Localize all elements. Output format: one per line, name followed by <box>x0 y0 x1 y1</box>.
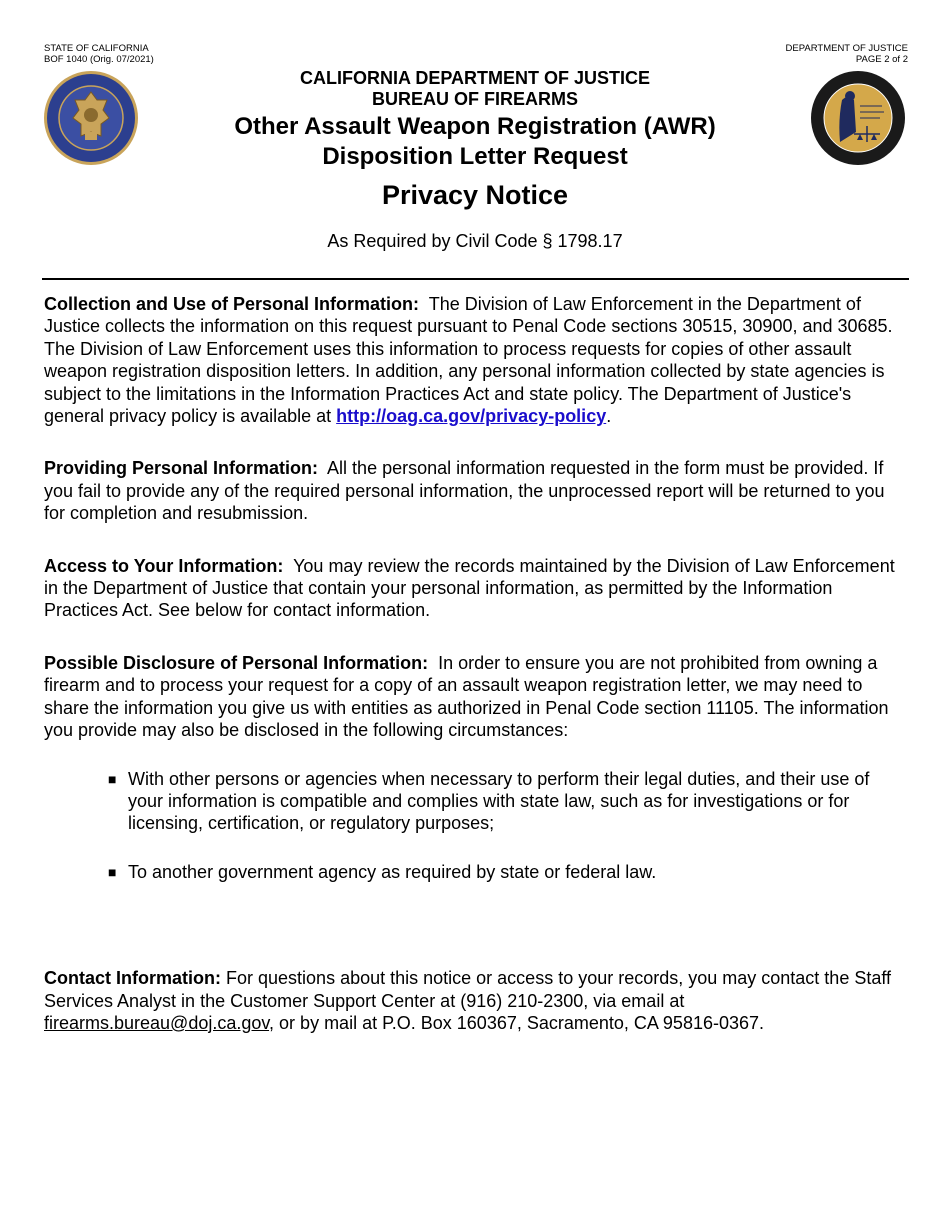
collection-heading: Collection and Use of Personal Information: <box>44 294 420 314</box>
contact-tail: , or by mail at P.O. Box 160367, Sacramento, CA 95816-0367. <box>269 1012 765 1033</box>
contact-heading: Contact Information: <box>44 968 221 989</box>
form-number: BOF 1040 (Orig. 07/2021) <box>44 54 154 65</box>
disclosure-heading: Possible Disclosure of Personal Information: <box>44 652 429 673</box>
bullet-square-icon: ■ <box>108 863 117 880</box>
bureau-name: BUREAU OF FIREARMS <box>372 89 578 109</box>
dept-line: DEPARTMENT OF JUSTICE <box>785 43 908 54</box>
bullet-text: To another government agency as required by state or federal law. <box>128 861 657 882</box>
disclosure-body: In order to ensure you are not prohibited from owning a firearm and to process your request for a copy of an assault weapon registration letter, we may need to share the information you give us with entities as authorized in Penal Code section 11105. The information you provide may also be disclosed in the following circumstances: <box>44 652 889 741</box>
collection-body: The Division of Law Enforcement in the Department of Justice collects the information on this request pursuant to Penal Code sections 30515, 30900, and 30685. The Division of Law Enforcement uses this information to process requests for copies of other assault weapon registration disposition letters. In addition, any personal information collected by state agencies is subject to the limitations in the Information Practices Act and state policy. The Department of Justice's general privacy policy is available at <box>44 294 893 427</box>
form-title-line1: Other Assault Weapon Registration (AWR) <box>234 113 716 140</box>
privacy-notice-title: Privacy Notice <box>381 180 569 210</box>
providing-body: All the personal information requested in the form must be provided. If you fail to provide any of the required personal information, the unprocessed report will be returned to you for completion and resubmission. <box>44 458 885 524</box>
contact-body: For questions about this notice or access to your records, you may contact the Staff Services Analyst in the Customer Support Center at (916) 210-2300, via email at <box>44 968 892 1011</box>
form-title-line2: Disposition Letter Request <box>322 143 628 170</box>
collection-section <box>44 293 909 427</box>
providing-heading: Providing Personal Information: <box>44 458 319 479</box>
agency-name: CALIFORNIA DEPARTMENT OF JUSTICE <box>300 68 650 88</box>
bullet-square-icon: ■ <box>108 770 117 787</box>
bullet-text: With other persons or agencies when necessary to perform their legal duties, and their use of your information is compatible and complies with state law, such as for investigations or for licensing, certification, or regulatory purposes; <box>128 768 870 834</box>
access-heading: Access to Your Information: <box>44 555 284 576</box>
privacy-notice-body <box>44 293 909 1064</box>
list-item <box>108 861 909 883</box>
form-meta-right <box>786 43 908 65</box>
collection-tail: . <box>606 406 612 427</box>
header-agency <box>0 68 950 110</box>
form-title <box>0 112 950 172</box>
access-body: You may review the records maintained by the Division of Law Enforcement in the Department of Justice that contain your personal information, as permitted by the Information Practices Act. See below for contact information. <box>44 555 895 621</box>
page-label: PAGE 2 of 2 <box>855 54 908 65</box>
list-item <box>108 768 909 835</box>
contact-email-link[interactable]: firearms.bureau@doj.ca.gov <box>44 1012 270 1033</box>
disclosure-bullet-list <box>44 768 909 884</box>
state-line: STATE OF CALIFORNIA <box>44 43 149 54</box>
header-divider <box>42 278 909 280</box>
access-section <box>44 555 909 622</box>
privacy-policy-link[interactable]: http://oag.ca.gov/privacy-policy <box>336 406 607 427</box>
form-meta-left <box>44 43 154 65</box>
civil-code-reference: As Required by Civil Code § 1798.17 <box>327 231 623 251</box>
providing-section <box>44 457 909 524</box>
contact-section <box>44 967 909 1034</box>
disclosure-section <box>44 652 909 742</box>
